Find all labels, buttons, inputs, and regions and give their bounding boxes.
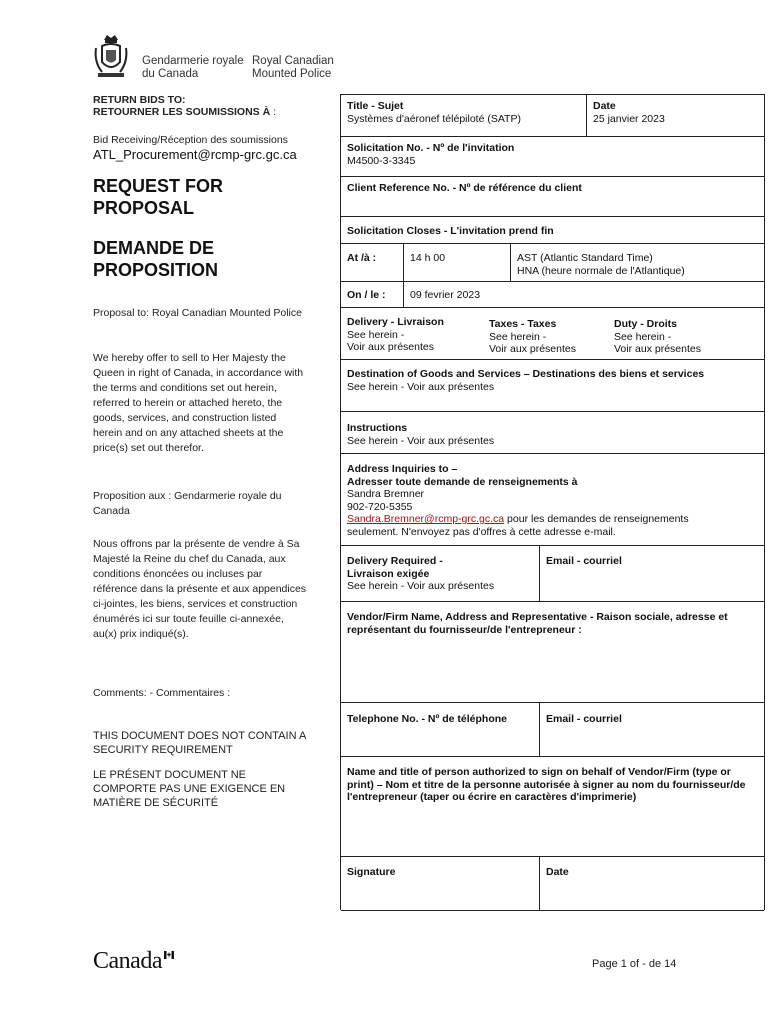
canada-flag-icon: [164, 951, 174, 959]
inquiries-row: [341, 454, 764, 546]
authorized-person-row[interactable]: [341, 757, 764, 857]
bid-email[interactable]: ATL_Procurement@rcmp-grc.gc.ca: [93, 147, 297, 162]
page-number: Page 1 of - de 14: [592, 958, 677, 970]
vendor-row[interactable]: [341, 602, 764, 703]
security-notice-en: THIS DOCUMENT DOES NOT CONTAIN A SECURITY REQUIREMENT: [93, 730, 306, 756]
date-cell: Date 25 janvier 2023: [586, 95, 764, 136]
telephone-cell[interactable]: Telephone No. - Nº de téléphone: [347, 713, 507, 725]
email-cell[interactable]: Email - courriel: [539, 546, 764, 601]
solicitation-closes-row: [341, 217, 764, 244]
solicitation-form: [340, 94, 765, 910]
title-cell: Title - Sujet Systèmes d'aéronef télépiloté (SATP): [347, 100, 521, 125]
rcmp-crest-icon: [92, 32, 130, 80]
instructions-cell: Instructions See herein - Voir aux présentes: [347, 422, 495, 447]
timezone-cell: AST (Atlantic Standard Time) HNA (heure normale de l'Atlantique): [510, 244, 764, 281]
delivery-cell: Delivery - Livraison See herein - Voir aux présentes: [347, 316, 444, 353]
on-label-cell: On / le :: [347, 289, 386, 301]
org-name-en: Royal Canadian Mounted Police: [252, 55, 334, 80]
solicitation-closes-cell: Solicitation Closes - L'invitation prend fin: [347, 225, 554, 237]
bid-receiving: Bid Receiving/Réception des soumissions ATL_Procurement@rcmp-grc.gc.ca: [93, 134, 308, 162]
destination-row: [341, 360, 764, 412]
title-row: [341, 95, 764, 137]
at-label-cell: At /à :: [347, 252, 377, 264]
signature-cell[interactable]: Signature: [347, 866, 396, 878]
duty-cell: Duty - Droits See herein - Voir aux présentes: [614, 318, 701, 355]
signature-row: [341, 857, 764, 911]
security-notice-fr: LE PRÉSENT DOCUMENT NE COMPORTE PAS UNE EXIGENCE EN MATIÈRE DE SÉCURITÉ: [93, 769, 286, 809]
canada-wordmark: Canada: [93, 948, 162, 974]
on-date-cell: 09 fevrier 2023: [403, 282, 764, 307]
authorized-person-cell[interactable]: Name and title of person authorized to sign on behalf of Vendor/Firm (type or print) – Nom et titre de la personne autorisée à signer au nom du fournisseur/de l'entrepreneur (taper ou écrire en caractères d'imprimerie): [347, 766, 746, 803]
destination-cell: Destination of Goods and Services – Destinations des biens et services See herein - Voir aux présentes: [347, 368, 705, 393]
delivery-taxes-duty-row: [341, 308, 764, 360]
inquiries-cell: Address Inquiries to – Adresser toute demande de renseignements à Sandra Bremner 902-720-5355 Sandra.Bremner@rcmp-grc.gc.ca pour les demandes de renseignements seulement. N'envoyez pas d'offres à cette adresse e-mail.: [347, 463, 689, 538]
delivery-required-cell: Delivery Required - Livraison exigée See herein - Voir aux présentes: [347, 555, 495, 592]
telephone-row: [341, 703, 764, 757]
taxes-cell: Taxes - Taxes See herein - Voir aux présentes: [489, 318, 576, 355]
client-reference-row[interactable]: [341, 177, 764, 217]
request-for-proposal-title: REQUEST FOR PROPOSAL: [93, 176, 224, 218]
client-reference-cell[interactable]: Client Reference No. - Nº de référence du client: [347, 182, 582, 194]
at-time-cell: 14 h 00: [403, 244, 510, 281]
closing-date-row: [341, 282, 764, 308]
offer-text-fr: Nous offrons par la présente de vendre à Sa Majesté la Reine du chef du Canada, aux conditions énoncées ou incluses par référence dans la présente et aux appendices ci-jointes, les biens, services et construction énumérés ici sur toute feuille ci-annexée, au(x) prix indiqué(s).: [93, 538, 307, 640]
instructions-row: [341, 412, 764, 454]
return-bids-heading: RETURN BIDS TO: RETOURNER LES SOUMISSIONS À :: [93, 94, 277, 118]
solicitation-cell: Solicitation No. - Nº de l'invitation M4500-3-3345: [347, 142, 515, 167]
offer-text-en: We hereby offer to sell to Her Majesty the Queen in right of Canada, in accordance with the terms and conditions set out herein, referred to herein or attached hereto, the goods, services, and construction listed herein and on any attached sheets at the price(s) set out therefor.: [93, 352, 304, 454]
solicitation-row: [341, 137, 764, 177]
proposal-to: Proposal to: Royal Canadian Mounted Police: [93, 307, 302, 319]
contact-email-link[interactable]: Sandra.Bremner@rcmp-grc.gc.ca: [347, 513, 505, 525]
closing-time-row: [341, 244, 764, 282]
email-cell-2[interactable]: Email - courriel: [539, 703, 764, 756]
vendor-cell[interactable]: Vendor/Firm Name, Address and Representative - Raison sociale, adresse et représentant du fournisseur/de l'entrepreneur :: [347, 611, 728, 636]
comments-label: Comments: - Commentaires :: [93, 687, 231, 699]
org-name-fr: Gendarmerie royale du Canada: [142, 55, 244, 80]
proposition-aux: Proposition aux : Gendarmerie royale du Canada: [93, 490, 282, 517]
demande-de-proposition-title: DEMANDE DE PROPOSITION: [93, 238, 219, 280]
signature-date-cell[interactable]: Date: [539, 857, 764, 910]
delivery-required-row: [341, 546, 764, 602]
